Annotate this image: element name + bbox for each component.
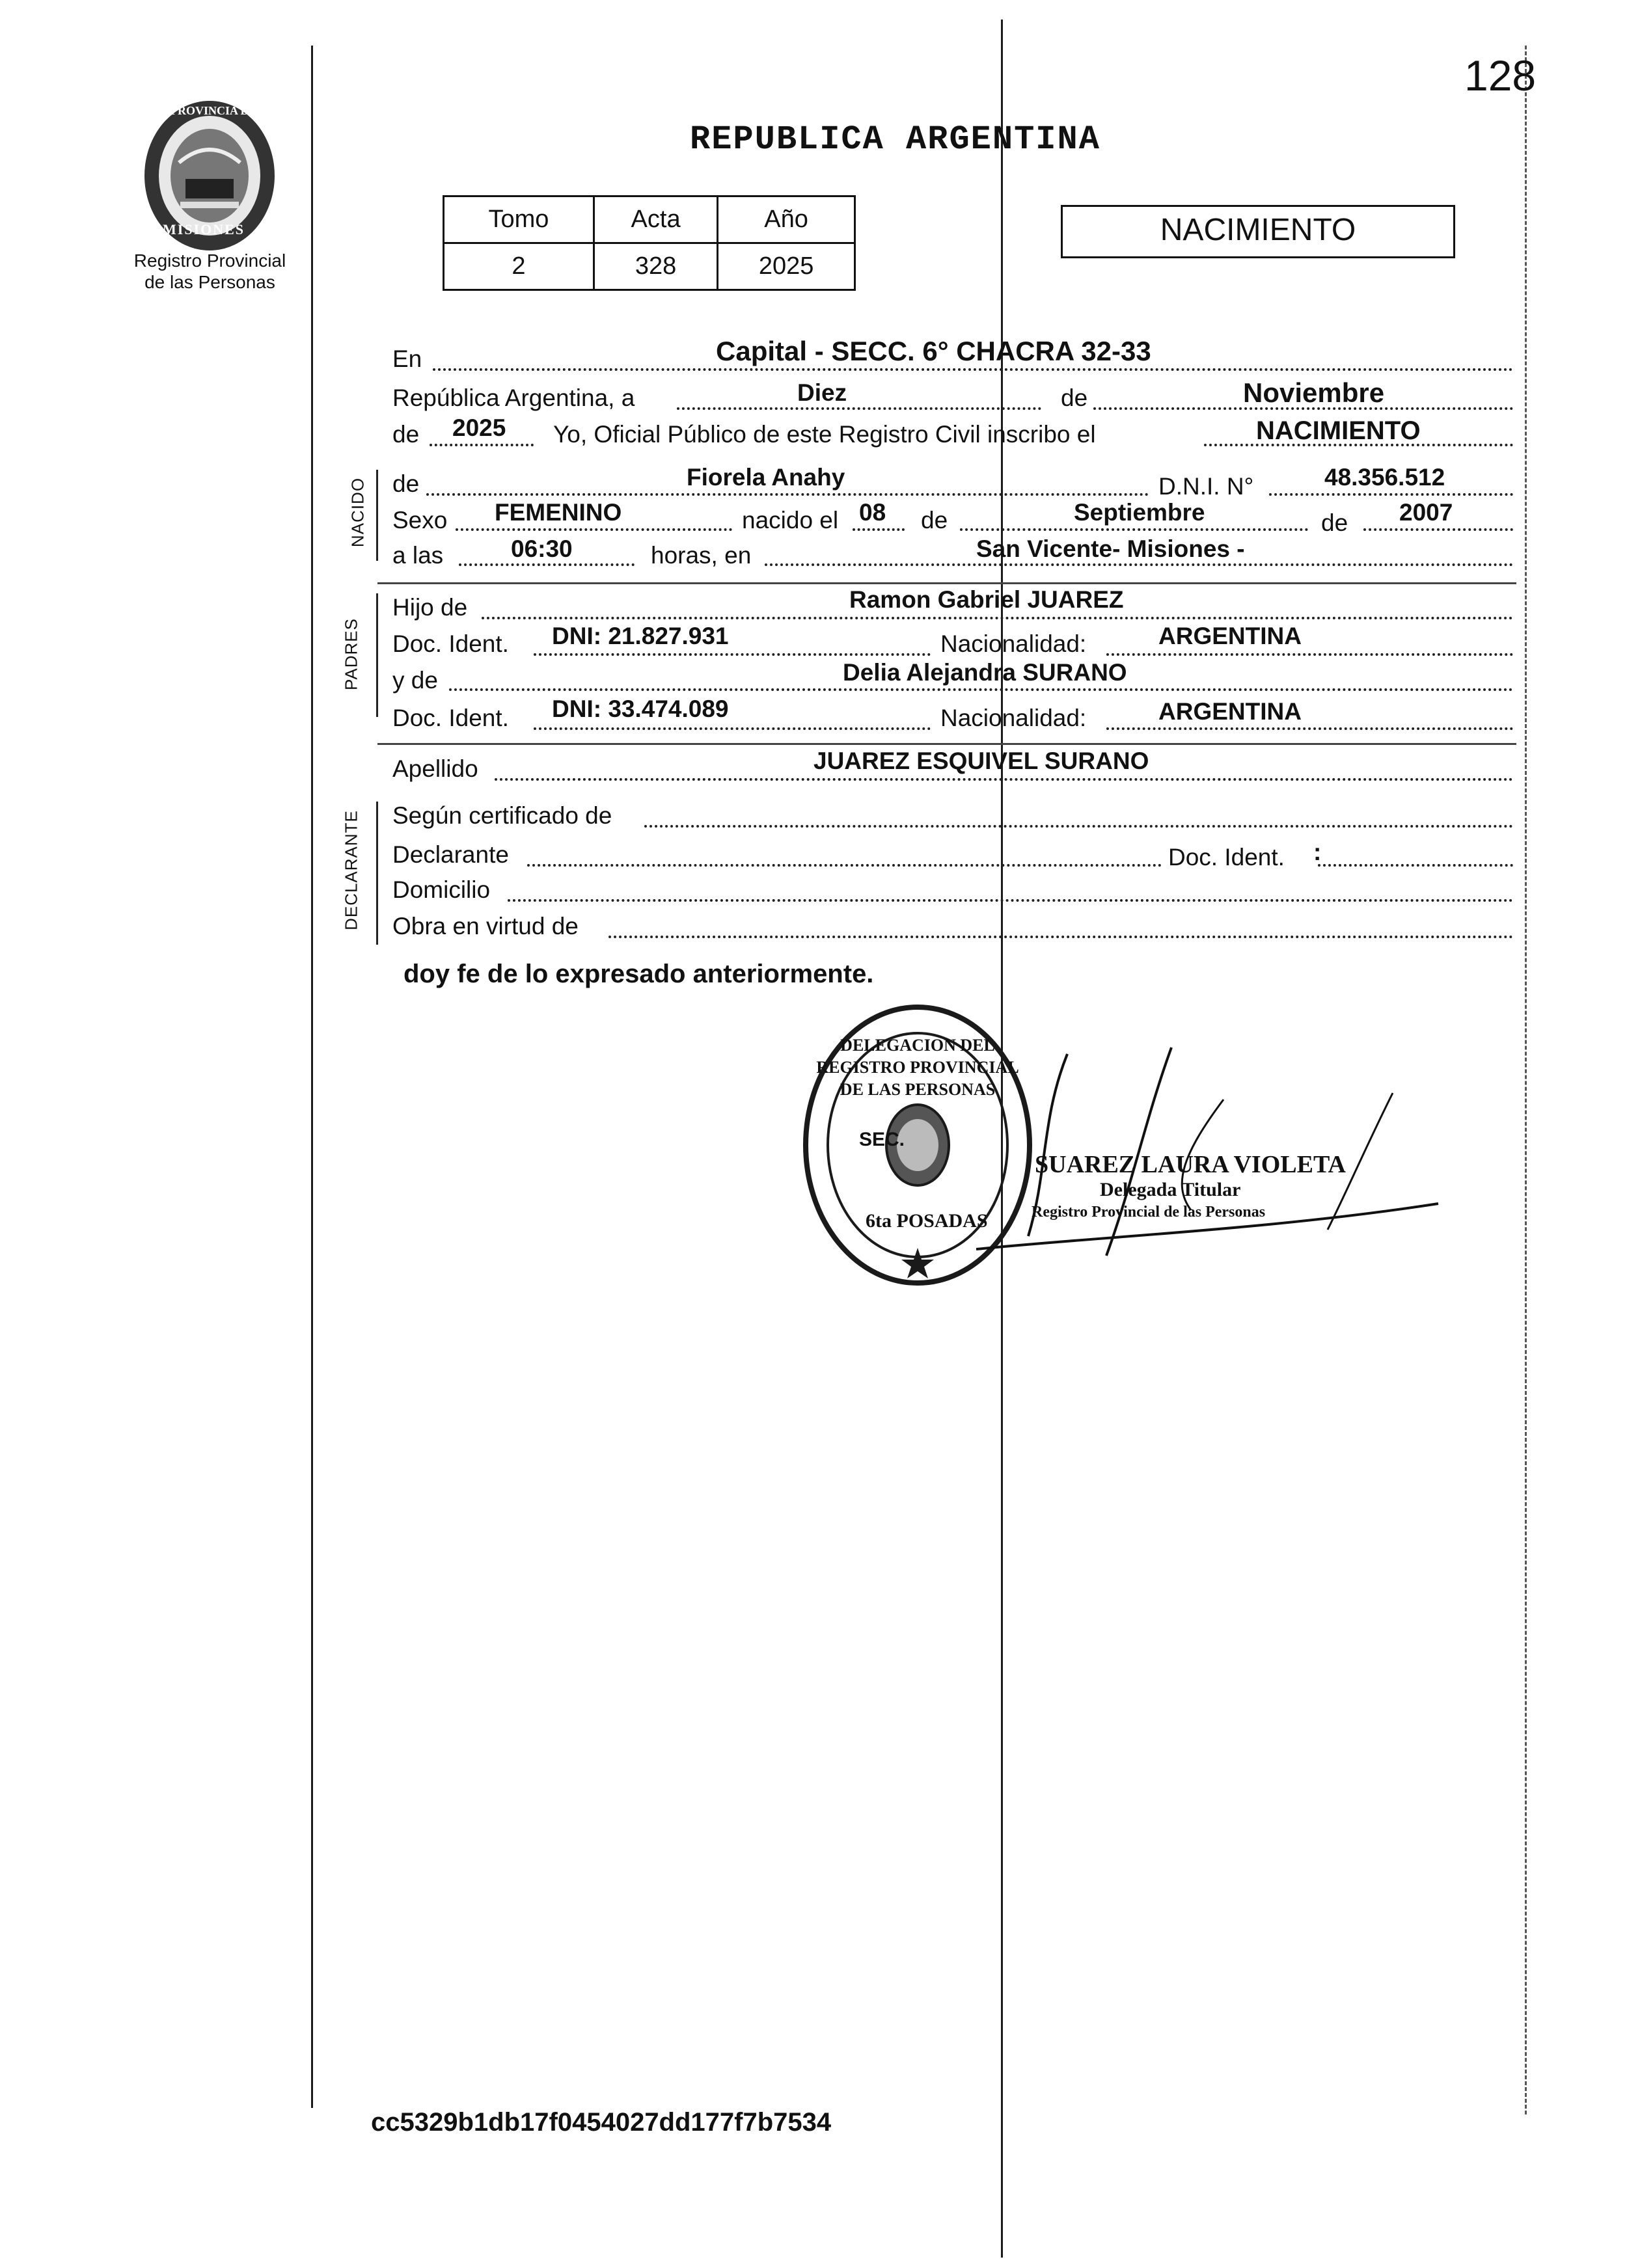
declarante-dots [527,864,1162,867]
day-value: Diez [797,379,847,406]
mother-nat-dots [1106,727,1513,730]
mother-doc-value: DNI: 33.474.089 [552,695,729,722]
hour-value: 06:30 [511,535,573,562]
nacido-de-label: de [392,470,420,497]
padres-divider [377,743,1516,745]
sexo-value: FEMENINO [495,499,622,526]
year-dots [430,444,534,446]
y-de-label: y de [392,667,438,694]
padres-section-label: PADRES [341,618,361,690]
obra-label: Obra en virtud de [392,913,579,939]
emblem-text-top: PROVINCIA DE [171,104,257,117]
apellido-dots [495,778,1513,781]
closing-text: doy fe de lo expresado anteriormente. [403,960,874,988]
de-label-2: de [392,421,420,448]
seal-outer-text: DELEGACION DEL REGISTRO PROVINCIAL DE LAS PERSONAS [816,1036,1019,1099]
segun-label: Según certificado de [392,802,612,829]
act-type-box: NACIMIENTO [1061,205,1455,258]
padres-bracket [376,593,378,717]
name-dots [426,493,1149,496]
republica-label: República Argentina, a [392,385,635,411]
declarante-section-label: DECLARANTE [341,810,361,930]
mother-dots [449,688,1513,691]
en-label: En [392,345,422,372]
act-value: NACIMIENTO [1256,416,1421,445]
sexo-label: Sexo [392,507,448,533]
birth-month-dots [960,528,1308,531]
dni-dots [1269,493,1513,496]
declarante-label: Declarante [392,841,509,868]
domicilio-label: Domicilio [392,876,491,903]
acta-header: Acta [594,196,717,243]
mother-name: Delia Alejandra SURANO [843,659,1127,686]
seal-inner-bottom: 6ta POSADAS [866,1210,988,1232]
left-margin-line [311,46,313,2108]
page-number: 128 [1464,51,1537,100]
de-label-1: de [1061,385,1088,411]
registry-table [443,195,856,291]
father-nationality: ARGENTINA [1158,623,1302,649]
document-title: REPUBLICA ARGENTINA [690,120,1101,159]
month-value: Noviembre [1243,377,1385,408]
emblem-text-bottom: MISIONES [163,221,245,237]
logo-caption-1: Registro Provincial [133,250,286,271]
signature-stamp-org: Registro Provincial de las Personas [1032,1204,1266,1221]
seal-inner-left: SEC. [859,1129,905,1150]
birth-year-value: 2007 [1399,499,1453,526]
right-margin-line [1525,46,1527,2114]
segun-dots [644,825,1513,828]
obra-dots [608,936,1513,938]
mother-nationality: ARGENTINA [1158,698,1302,725]
father-doc-dots [534,653,931,656]
birth-de-label-2: de [1321,509,1348,536]
signature-stamp-name: SUAREZ LAURA VIOLETA [1035,1151,1346,1178]
year-value: 2025 [452,414,506,441]
ano-value: 2025 [718,243,855,290]
document-hash: cc5329b1db17f0454027dd177f7b7534 [371,2108,832,2137]
hijo-de-label: Hijo de [392,594,468,621]
declarante-doc-dots [1318,864,1513,867]
birth-year-dots [1363,528,1513,531]
place-dots [433,368,1513,371]
father-nac-label: Nacionalidad: [940,630,1087,657]
nacido-divider [377,582,1516,584]
birth-de-label: de [921,507,948,533]
birth-day-dots [853,528,905,531]
domicilio-dots [508,899,1513,902]
day-dots [677,407,1041,410]
father-doc-label: Doc. Ident. [392,630,509,657]
horas-label: horas, en [651,542,752,569]
father-name: Ramon Gabriel JUAREZ [849,586,1124,613]
apellido-value: JUAREZ ESQUIVEL SURANO [814,748,1149,774]
birth-place-dots [765,563,1513,566]
father-doc-value: DNI: 21.827.931 [552,623,729,649]
tomo-value: 2 [444,243,594,290]
child-name: Fiorela Anahy [687,464,845,491]
birth-place-value: San Vicente- Misiones - [976,535,1245,562]
father-dots [482,617,1513,619]
dni-value: 48.356.512 [1324,464,1445,491]
declarante-doc-label: Doc. Ident. [1168,844,1285,871]
birth-day-value: 08 [859,499,886,526]
mother-doc-label: Doc. Ident. [392,705,509,731]
place-value: Capital - SECC. 6° CHACRA 32-33 [716,336,1151,366]
sexo-dots [456,528,732,531]
mother-doc-dots [534,727,931,730]
declarante-bracket [376,802,378,945]
father-nat-dots [1106,653,1513,656]
birth-month-value: Septiembre [1074,499,1205,526]
nacido-bracket [376,470,378,561]
dni-label: D.N.I. N° [1158,473,1254,500]
declarante-doc-value: : [1313,839,1322,865]
hour-dots [459,563,635,566]
nacido-section-label: NACIDO [348,477,368,548]
tomo-header: Tomo [444,196,594,243]
nacido-el-label: nacido el [742,507,839,533]
mother-nac-label: Nacionalidad: [940,705,1087,731]
ano-header: Año [718,196,855,243]
a-las-label: a las [392,542,444,569]
acta-value: 328 [594,243,717,290]
logo-caption-2: de las Personas [144,272,275,292]
oficial-text: Yo, Oficial Público de este Registro Civil inscribo el [553,421,1096,448]
signature-stamp-title: Delegada Titular [1100,1179,1241,1200]
apellido-label: Apellido [392,755,478,782]
